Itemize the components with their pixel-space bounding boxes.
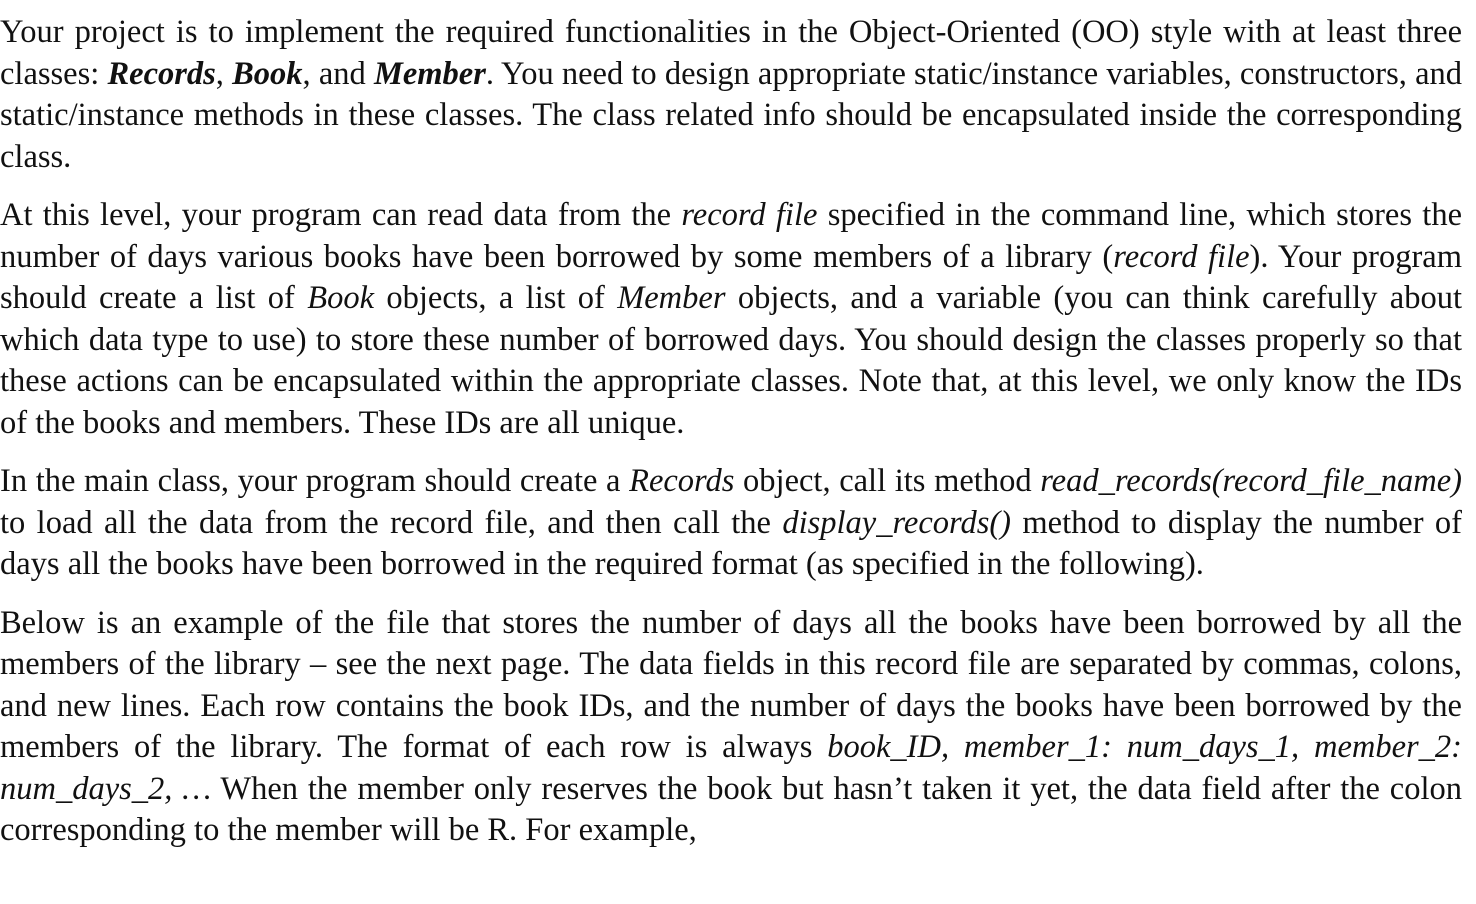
term-records: Records	[629, 463, 735, 499]
text-segment: ). Your program should create a list of	[0, 238, 1463, 316]
row-format-spec: book_ID, member_1: num_days_1, member_2: num_days_2, …	[0, 729, 1463, 807]
text-segment: ,	[215, 55, 233, 92]
text-segment: objects, a list of	[374, 280, 618, 316]
text-segment: objects, and a variable (you can think carefully about which data type to use) to store these number of borrowed days. You should design the classes properly so that these actions can be encapsulated within the appropriate classes. Note that, at this level, we only know the IDs of the books and members. These IDs are all unique.	[0, 280, 1462, 441]
paragraph-file-format	[0, 603, 1462, 852]
term-record-file: record file	[681, 197, 818, 233]
text-segment: method to display the number of days all the books have been borrowed in the required format (as specified in the following).	[0, 504, 1462, 582]
term-member: Member	[617, 280, 726, 316]
document-body	[0, 12, 1462, 852]
class-name-member: Member	[373, 55, 486, 92]
paragraph-oo-classes	[0, 12, 1462, 178]
paragraph-record-file	[0, 195, 1462, 444]
text-segment: . You need to design appropriate static/instance variables, constructors, and static/instance methods in these classes. The class related info should be encapsulated inside the corresponding class.	[0, 55, 1463, 175]
text-segment: Your project is to implement the required functionalities in the Object-Oriented (OO) style with at least three classes:	[0, 14, 1462, 92]
text-segment: When the member only reserves the book but hasn’t taken it yet, the data field after the colon corresponding to the member will be R. For example,	[0, 770, 1462, 848]
paragraph-main-class	[0, 461, 1462, 586]
text-segment: , and	[302, 55, 374, 92]
text-segment: to load all the data from the record file, and then call the	[0, 504, 783, 541]
method-read-records: read_records(record_file_name)	[1040, 463, 1463, 499]
text-segment: Below is an example of the file that stores the number of days all the books have been borrowed by all the members of the library – see the next page. The data fields in this record file are separated by commas, colons, and new lines. Each row contains the book IDs, and the number of days the books have been borrowed by the members of the library. The format of each row is always	[0, 604, 1462, 765]
text-segment: object, call its method	[734, 463, 1041, 499]
text-segment: In the main class, your program should create a	[0, 463, 630, 499]
term-record-file: record file	[1113, 238, 1250, 275]
class-name-records: Records	[107, 55, 216, 92]
text-segment: specified in the command line, which stores the number of days various books have been borrowed by some members of a library (	[0, 197, 1462, 275]
term-book: Book	[307, 280, 375, 316]
method-display-records: display_records()	[782, 504, 1011, 541]
class-name-book: Book	[232, 55, 303, 92]
text-segment: At this level, your program can read data from the	[0, 197, 682, 233]
